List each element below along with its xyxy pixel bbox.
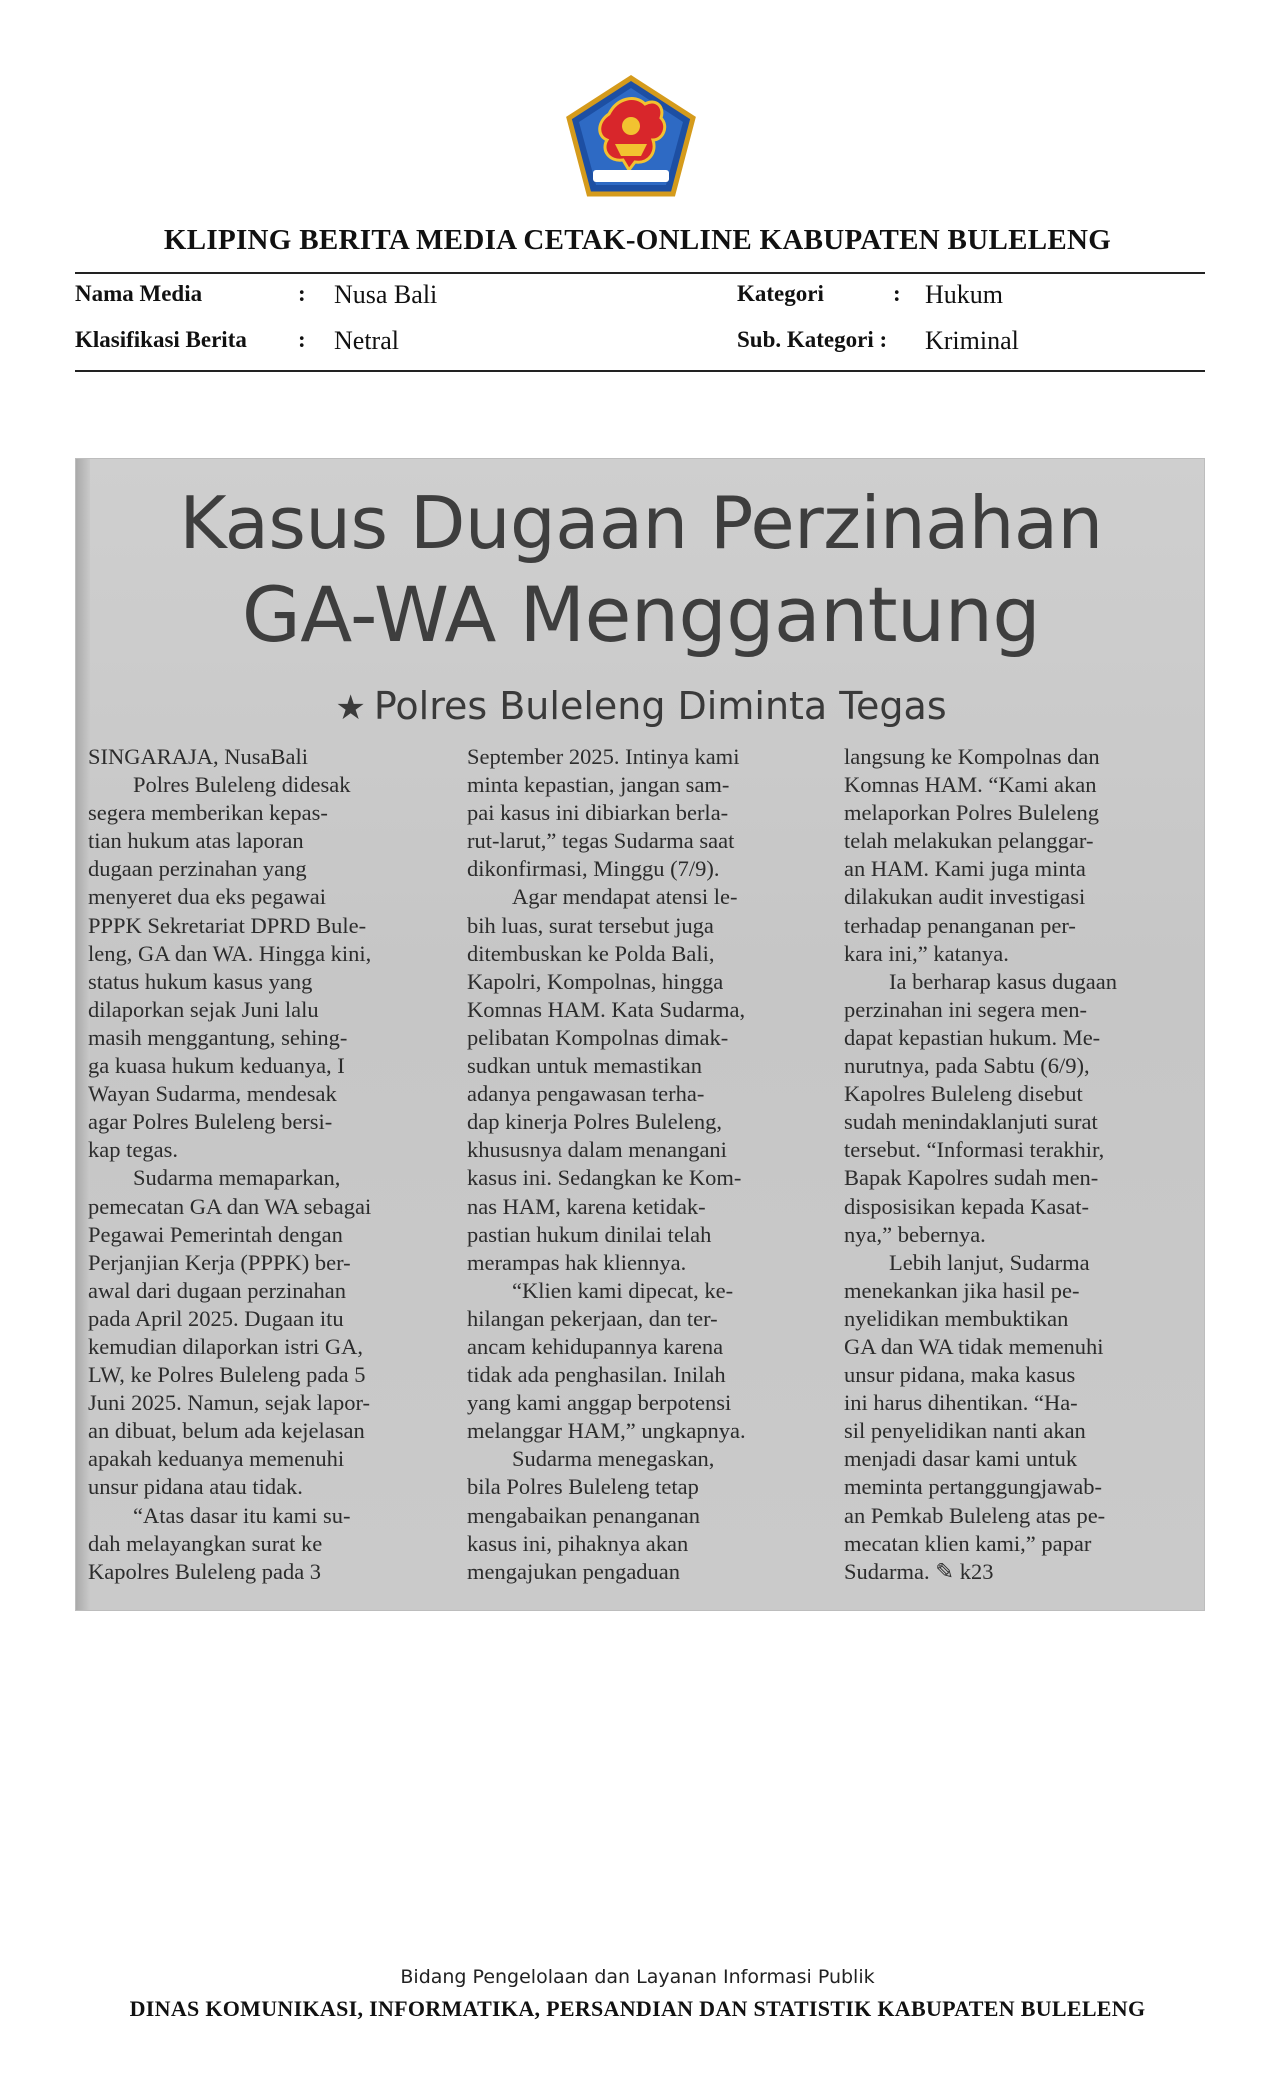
article-line: tian hukum atas laporan <box>88 828 304 854</box>
klasifikasi-colon: : <box>298 327 306 352</box>
media-label: Nama Media <box>75 281 203 306</box>
footer-agency: DINAS KOMUNIKASI, INFORMATIKA, PERSANDIAN DAN STATISTIK KABUPATEN BULELENG <box>129 1996 1146 2021</box>
article-line: ancam kehidupannya karena <box>467 1333 724 1359</box>
article-line: nyelidikan membuktikan <box>844 1305 1069 1331</box>
article-line: rut-larut,” tegas Sudarma saat <box>467 828 735 854</box>
article-line: Juni 2025. Namun, sejak lapor- <box>88 1390 370 1416</box>
article-line: pastian hukum dinilai telah <box>467 1221 712 1247</box>
article-line: perzinahan ini segera men- <box>844 996 1088 1022</box>
article-line: mengajukan pengaduan <box>467 1558 681 1584</box>
article-line: dugaan perzinahan yang <box>88 856 307 882</box>
article-line: minta kepastian, jangan sam- <box>467 772 730 798</box>
subkategori-label: Sub. Kategori : <box>737 327 888 352</box>
article-line: September 2025. Intinya kami <box>467 744 740 769</box>
article-line: tidak ada penghasilan. Inilah <box>467 1362 726 1388</box>
article-column-2 <box>467 743 827 1586</box>
article-line: melanggar HAM,” ungkapnya. <box>467 1418 746 1444</box>
article-line: dikonfirmasi, Minggu (7/9). <box>467 856 720 882</box>
article-line: nurutnya, pada Sabtu (6/9), <box>844 1053 1090 1079</box>
article-line: kemudian dilaporkan istri GA, <box>88 1333 363 1359</box>
article-line: Kapolri, Kompolnas, hingga <box>467 968 724 994</box>
article-line: Polres Buleleng didesak <box>88 772 351 798</box>
article-line: sil penyelidikan nanti akan <box>844 1418 1086 1444</box>
article-line: dap kinerja Polres Buleleng, <box>467 1109 722 1135</box>
article-line: ini harus dihentikan. “Ha- <box>844 1390 1078 1416</box>
article-line: sudah menindaklanjuti surat <box>844 1109 1098 1135</box>
media-colon: : <box>298 281 306 306</box>
article-line: terhadap penanganan per- <box>844 912 1076 938</box>
article-line: unsur pidana, maka kasus <box>844 1362 1076 1388</box>
article-line: “Atas dasar itu kami su- <box>88 1502 351 1528</box>
article-line: dilaporkan sejak Juni lalu <box>88 996 319 1022</box>
regency-crest-logo <box>565 74 697 198</box>
article-line: masih menggantung, sehing- <box>88 1024 348 1050</box>
article-line: khususnya dalam menangani <box>467 1137 727 1163</box>
document-title: KLIPING BERITA MEDIA CETAK-ONLINE KABUPATEN BULELENG <box>163 224 1112 256</box>
article-line: PPPK Sekretariat DPRD Bule- <box>88 912 367 938</box>
article-line: Wayan Sudarma, mendesak <box>88 1081 337 1107</box>
article-line: Komnas HAM. Kata Sudarma, <box>467 996 746 1022</box>
article-line: Lebih lanjut, Sudarma <box>844 1249 1090 1275</box>
article-line: apakah keduanya memenuhi <box>88 1446 345 1472</box>
article-line: kara ini,” katanya. <box>844 940 1009 966</box>
article-line: merampas hak kliennya. <box>467 1249 687 1275</box>
star-icon: ★ <box>335 688 366 728</box>
article-line: dah melayangkan surat ke <box>88 1530 323 1556</box>
article-line: Bapak Kapolres sudah men- <box>844 1165 1099 1191</box>
article-line: “Klien kami dipecat, ke- <box>467 1277 734 1303</box>
article-line: segera memberikan kepas- <box>88 800 328 826</box>
article-line: nya,” bebernya. <box>844 1221 986 1247</box>
article-line: sudkan untuk memastikan <box>467 1053 702 1079</box>
media-value: Nusa Bali <box>334 280 438 309</box>
headline-line-1: Kasus Dugaan Perzinahan <box>179 481 1103 565</box>
article-line: Perjanjian Kerja (PPPK) ber- <box>88 1249 351 1275</box>
article-line: telah melakukan pelanggar- <box>844 828 1094 854</box>
article-line: status hukum kasus yang <box>88 968 313 994</box>
newspaper-clipping <box>75 458 1205 1611</box>
article-line: awal dari dugaan perzinahan <box>88 1277 346 1303</box>
article-line: Kapolres Buleleng disebut <box>844 1081 1083 1107</box>
klasifikasi-value: Netral <box>334 326 399 355</box>
article-line: ditembuskan ke Polda Bali, <box>467 940 715 966</box>
subkategori-value: Kriminal <box>925 326 1019 355</box>
article-line: mecatan klien kami,” papar <box>844 1530 1092 1556</box>
article-line: meminta pertanggungjawab- <box>844 1474 1103 1500</box>
top-divider <box>75 272 1205 274</box>
article-line: nas HAM, karena ketidak- <box>467 1193 706 1219</box>
article-line: kasus ini. Sedangkan ke Kom- <box>467 1165 742 1191</box>
article-line: LW, ke Polres Buleleng pada 5 <box>88 1362 366 1388</box>
subheadline-text: Polres Buleleng Diminta Tegas <box>373 684 947 728</box>
article-line: dapat kepastian hukum. Me- <box>844 1024 1101 1050</box>
article-column-1 <box>88 743 448 1586</box>
article-line: disposisikan kepada Kasat- <box>844 1193 1089 1219</box>
article-line: menjadi dasar kami untuk <box>844 1446 1078 1472</box>
article-line: menyeret dua eks pegawai <box>88 884 327 910</box>
article-line: Komnas HAM. “Kami akan <box>844 772 1097 798</box>
article-line: menekankan jika hasil pe- <box>844 1277 1080 1303</box>
article-line: leng, GA dan WA. Hingga kini, <box>88 940 372 966</box>
article-line: adanya pengawasan terha- <box>467 1081 705 1107</box>
article-line: kasus ini, pihaknya akan <box>467 1530 689 1556</box>
article-line: Pegawai Pemerintah dengan <box>88 1221 343 1247</box>
article-line: dilakukan audit investigasi <box>844 884 1086 910</box>
article-line: hilangan pekerjaan, dan ter- <box>467 1305 718 1331</box>
kategori-value: Hukum <box>925 280 1003 309</box>
article-line: pai kasus ini dibiarkan berla- <box>467 800 729 826</box>
article-line: Sudarma. ✎ k23 <box>844 1558 994 1584</box>
article-line: bih luas, surat tersebut juga <box>467 912 714 938</box>
kategori-label: Kategori <box>737 281 824 306</box>
article-line: melaporkan Polres Buleleng <box>844 800 1099 826</box>
subheadline <box>76 684 1205 728</box>
article-line: Sudarma memaparkan, <box>88 1165 341 1191</box>
article-line: mengabaikan penanganan <box>467 1502 701 1528</box>
article-line: kap tegas. <box>88 1137 178 1163</box>
article-line: pelibatan Kompolnas dimak- <box>467 1024 729 1050</box>
article-line: an HAM. Kami juga minta <box>844 856 1086 882</box>
article-line: ga kuasa hukum keduanya, I <box>88 1053 345 1079</box>
article-line: agar Polres Buleleng bersi- <box>88 1109 333 1135</box>
footer-department: Bidang Pengelolaan dan Layanan Informasi Publik <box>400 1966 875 1988</box>
article-line: an Pemkab Buleleng atas pe- <box>844 1502 1106 1528</box>
klasifikasi-label: Klasifikasi Berita <box>75 327 247 352</box>
article-line: GA dan WA tidak memenuhi <box>844 1333 1104 1359</box>
headline-line-2: GA-WA Menggantung <box>241 570 1041 659</box>
article-line: Sudarma menegaskan, <box>467 1446 715 1472</box>
article-line: tersebut. “Informasi terakhir, <box>844 1137 1105 1163</box>
article-column-3 <box>844 743 1204 1586</box>
article-line: pemecatan GA dan WA sebagai <box>88 1193 372 1219</box>
article-line: an dibuat, belum ada kejelasan <box>88 1418 365 1444</box>
article-line: pada April 2025. Dugaan itu <box>88 1305 344 1331</box>
article-line: bila Polres Buleleng tetap <box>467 1474 699 1500</box>
article-line: Agar mendapat atensi le- <box>467 884 738 910</box>
article-line: SINGARAJA, NusaBali <box>88 744 309 769</box>
article-line: Ia berharap kasus dugaan <box>844 968 1118 994</box>
article-line: unsur pidana atau tidak. <box>88 1474 303 1500</box>
article-line: langsung ke Kompolnas dan <box>844 744 1100 769</box>
kategori-colon: : <box>893 281 901 306</box>
article-line: Kapolres Buleleng pada 3 <box>88 1558 322 1584</box>
bottom-divider <box>75 370 1205 372</box>
article-line: yang kami anggap berpotensi <box>467 1390 732 1416</box>
